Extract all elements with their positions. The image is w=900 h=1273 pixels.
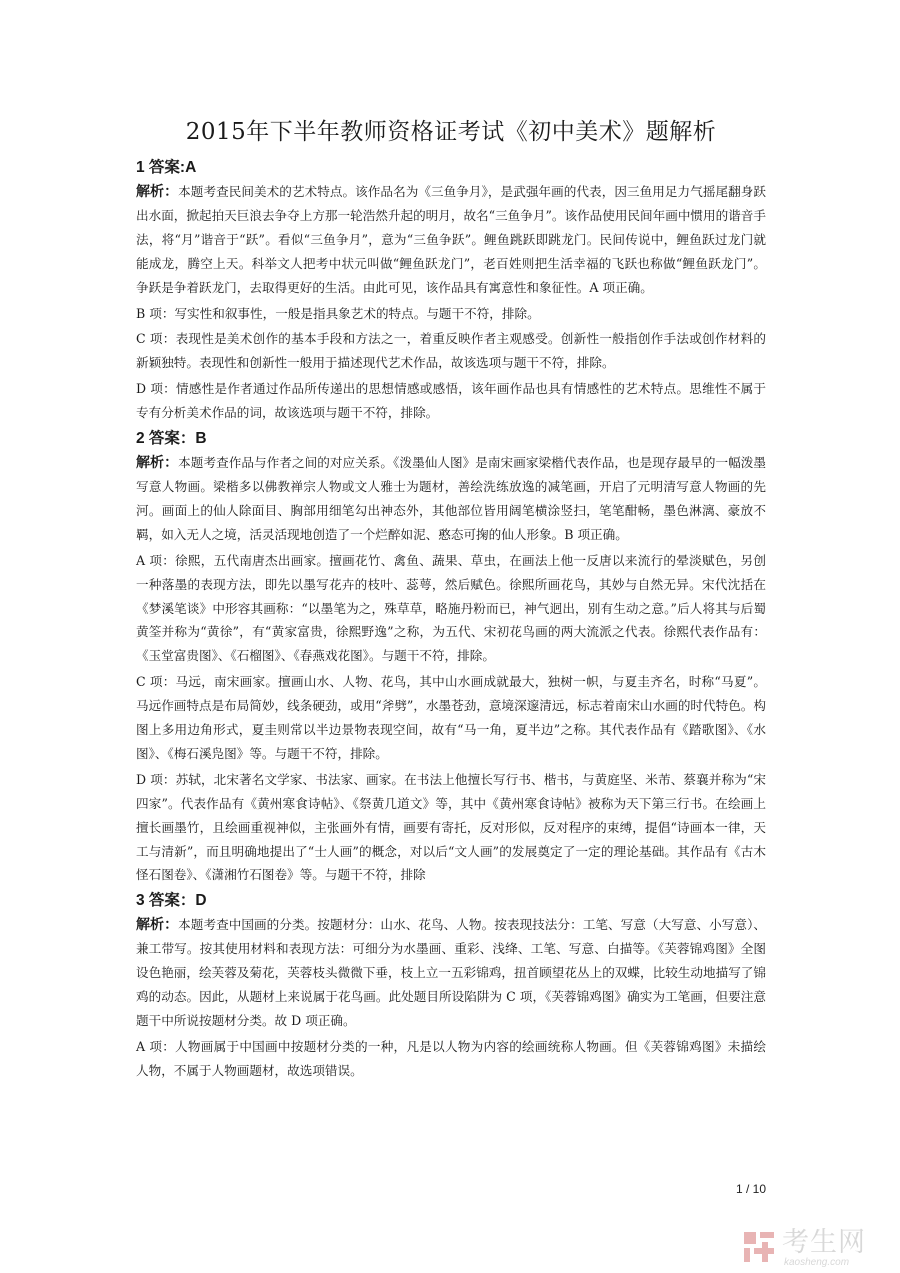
option-paragraph: B 项：写实性和叙事性，一般是指具象艺术的特点。与题干不符，排除。 bbox=[136, 305, 540, 321]
analysis-text: 本题考查民间美术的艺术特点。该作品名为《三鱼争月》，是武强年画的代表，因三鱼用足力气摇尾翻身跃出水面，掀起拍天巨浪去争夺上方那一轮浩然升起的明月，故名“三鱼争月”。该作品使用民间年画中惯用的谐音手法，将“月”谐音于“跃”。看似“三鱼争月”，意为“三鱼争跃”。鲤鱼跳跃即跳龙门。民间传说中，鲤鱼跃过龙门就能成龙，腾空上天。科举文人把考中状元叫做“鲤鱼跃龙门”，老百姓则把生活幸福的飞跃也称做“鲤鱼跃龙门”。争跃是争着跃龙门，去取得更好的生活。由此可见，该作品具有寓意性和象征性。A 项正确。 bbox=[136, 184, 767, 295]
watermark-domain: kaosheng.com bbox=[784, 1257, 850, 1268]
option-paragraph: D 项：苏轼，北宋著名文学家、书法家、画家。在书法上他擅长写行书、楷书，与黄庭坚、米芾、蔡襄并称为“宋四家”。代表作品有《黄州寒食诗帖》、《祭黄几道文》等，其中《黄州寒食诗帖》被称为天下第三行书。在绘画上擅长画墨竹，且绘画重视神似，主张画外有情，画要有寄托，反对形似，反对程序的束缚，提倡“诗画本一律，天工与清新”，而且明确地提出了“士人画”的概念，对以后“文人画”的发展奠定了一定的理论基础。其作品有《古木怪石图卷》、《潇湘竹石图卷》等。与题干不符，排除 bbox=[136, 771, 766, 883]
option-paragraph: C 项：表现性是美术创作的基本手段和方法之一，着重反映作者主观感受。创新性一般指创作手法或创作材料的新颖独特。表现性和创新性一般用于描述现代艺术作品，故该选项与题干不符，排除。 bbox=[136, 331, 766, 371]
option-paragraph: A 项：人物画属于中国画中按题材分类的一种，凡是以人物为内容的绘画统称人物画。但《芙蓉锦鸡图》未描绘人物，不属于人物画题材，故选项错误。 bbox=[136, 1038, 766, 1078]
analysis-label: 解析： bbox=[136, 183, 179, 199]
document-title: 2015年下半年教师资格证考试《初中美术》题解析 bbox=[185, 119, 717, 145]
question-block bbox=[136, 889, 766, 1082]
answer-heading: 2 答案：B bbox=[136, 430, 207, 448]
analysis-paragraph bbox=[136, 180, 766, 300]
analysis-label: 解析： bbox=[136, 916, 179, 933]
option-paragraph: C 项：马远，南宋画家。擅画山水、人物、花鸟，其中山水画成就最大，独树一帜，与夏圭齐名，时称“马夏”。马远作画特点是布局简妙，线条硬劲，或用“斧劈”，水墨苍劲，意境深邃清远，标志着南宋山水画的时代特色。构图上多用边角形式，夏圭则常以半边景物表现空间，故有“马一角，夏半边”之称。其代表作品有《踏歌图》、《水图》、《梅石溪凫图》等。与题干不符，排除。 bbox=[136, 674, 766, 761]
watermark-name: 考生网 bbox=[782, 1227, 866, 1258]
answer-heading: 3 答案：D bbox=[136, 892, 207, 910]
question-block bbox=[136, 427, 766, 887]
document-page bbox=[136, 112, 766, 1085]
analysis-text: 本题考查中国画的分类。按题材分：山水、花鸟、人物。按表现技法分：工笔、写意（大写意、小写意）、兼工带写。按其使用材料和表现方法：可细分为水墨画、重彩、浅绛、工笔、写意、白描等。《芙蓉锦鸡图》全图设色艳丽，绘芙蓉及菊花，芙蓉枝头微微下垂，枝上立一五彩锦鸡，扭首顾望花丛上的双蝶，比较生动地描写了锦鸡的动态。因此，从题材上来说属于花鸟画。此处题目所设陷阱为 C 项，《芙蓉锦鸡图》确实为工笔画，但要注意题干中所说按题材分类。故 D 项正确。 bbox=[136, 917, 767, 1028]
analysis-paragraph bbox=[136, 913, 766, 1033]
kaosheng-logo-icon bbox=[742, 1230, 776, 1264]
option-paragraph: D 项：情感性是作者通过作品所传递出的思想情感或感悟，该年画作品也具有情感性的艺术特点。思维性不属于专有分析美术作品的词，故该选项与题干不符，排除。 bbox=[136, 381, 766, 421]
option-paragraph: A 项：徐熙，五代南唐杰出画家。擅画花竹、禽鱼、蔬果、草虫，在画法上他一反唐以来流行的晕淡赋色，另创一种落墨的表现方法，即先以墨写花卉的枝叶、蕊萼，然后赋色。徐熙所画花鸟，其妙与自然无异。宋代沈括在《梦溪笔谈》中形容其画称：“以墨笔为之，殊草草，略施丹粉而已，神气迥出，别有生动之意。”后人将其与后蜀黄筌并称为“黄徐”，有“黄家富贵，徐熙野逸”之称，为五代、宋初花鸟画的两大流派之代表。徐熙代表作品有：《玉堂富贵图》、《石榴图》、《春燕戏花图》。与题干不符，排除。 bbox=[136, 552, 766, 664]
analysis-label: 解析： bbox=[136, 454, 179, 471]
answer-heading: 1 答案:A bbox=[136, 159, 197, 176]
analysis-paragraph bbox=[136, 451, 766, 547]
page-number: 1 / 10 bbox=[735, 1182, 766, 1196]
watermark bbox=[742, 1228, 892, 1268]
question-block bbox=[136, 156, 766, 425]
analysis-text: 本题考查作品与作者之间的对应关系。《泼墨仙人图》是南宋画家梁楷代表作品，也是现存最早的一幅泼墨写意人物画。梁楷多以佛教禅宗人物或文人雅士为题材，善绘洗练放逸的减笔画，开启了元明清写意人物画的先河。画面上的仙人除面目、胸部用细笔勾出神态外，其他部位皆用阔笔横涂竖扫，笔笔酣畅，墨色淋漓、豪放不羁，如入无人之境，活灵活现地创造了一个烂醉如泥、憨态可掬的仙人形象。B 项正确。 bbox=[136, 455, 767, 542]
